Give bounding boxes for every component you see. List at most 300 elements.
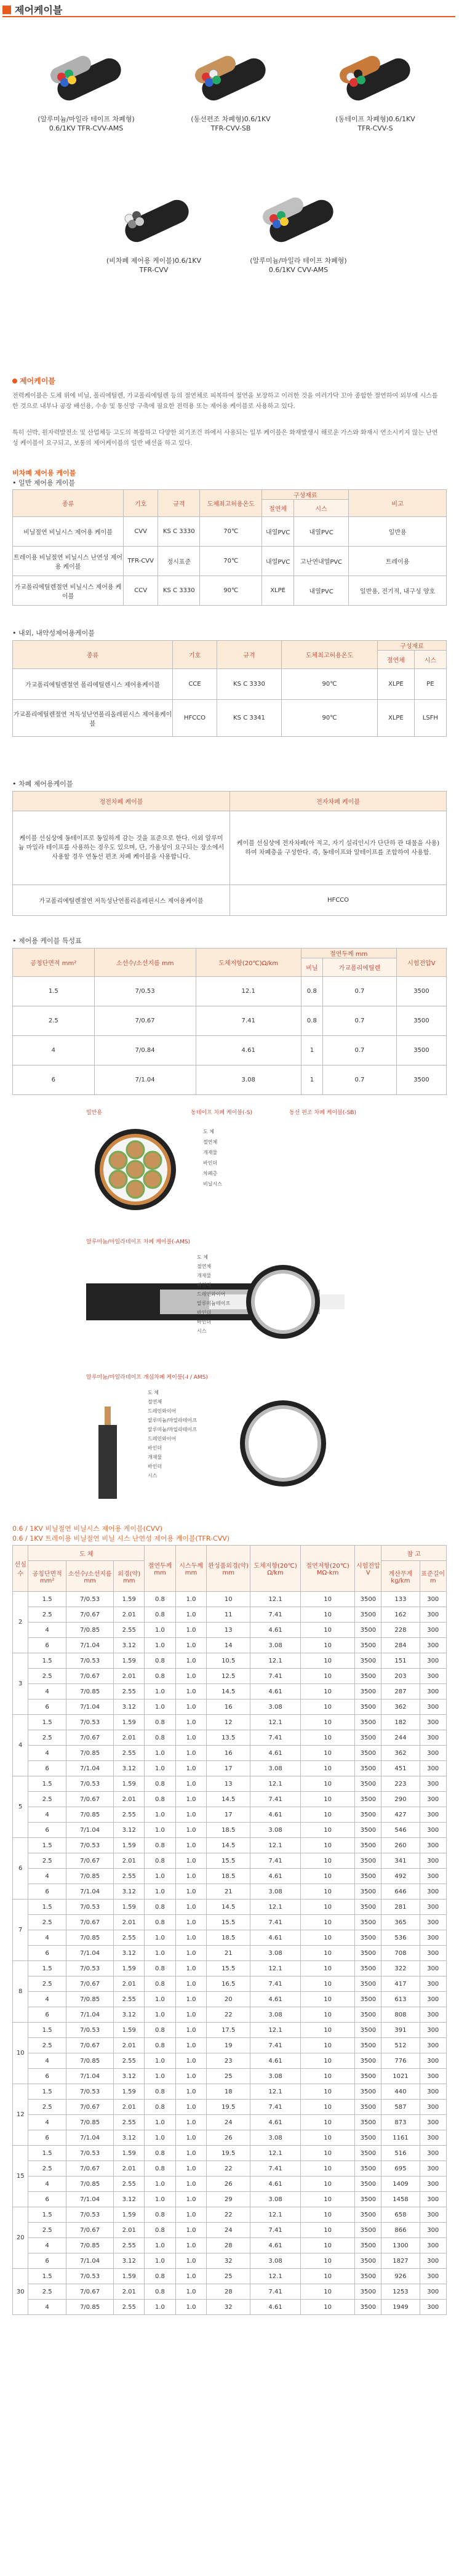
table-cell: 1.0 xyxy=(145,1823,176,1838)
table-row: 가교폴리에틸렌절연 비닐시스 제어용 케이블 CCV KS C 3330 90℃ XLPE 내열PVC 일반용, 전기적, 내구성 양호 xyxy=(13,576,447,606)
table-cell: 695 xyxy=(381,2161,420,2177)
table-cell: 3500 xyxy=(355,1730,381,1746)
table-cell: 16 xyxy=(207,1746,250,1761)
table-cell: 1.0 xyxy=(145,1638,176,1653)
table-cell: 13 xyxy=(207,1623,250,1638)
table-cell: 7/0.67 xyxy=(66,2038,113,2053)
table-cell: 3500 xyxy=(355,1976,381,1992)
cable-card xyxy=(231,172,366,275)
table-cell: 1.0 xyxy=(175,2007,207,2023)
table-row: 트레이용 비닐절연 비닐시스 난연성 제어용 케이블 TFR-CVV 정시표준 70℃ 내열PVC 고난연내열PVC 트레이용 xyxy=(13,547,447,576)
table-cell: 4.61 xyxy=(250,2115,301,2130)
table-cell: 2.5 xyxy=(28,1915,66,1930)
table-cell: 1.5 xyxy=(28,1900,66,1915)
table-cell: 2.55 xyxy=(114,1992,145,2007)
table-cell: 6 xyxy=(28,1946,66,1961)
table-cell: 365 xyxy=(381,1915,420,1930)
table-cell: 7/1.04 xyxy=(66,2130,113,2146)
section-subtitle: • 제어용 케이블 특성표 xyxy=(12,937,82,945)
table-cell: 300 xyxy=(420,2238,447,2253)
table-cell: 1.0 xyxy=(175,2177,207,2192)
table-cell: 1.5 xyxy=(28,1961,66,1976)
table-cell: 776 xyxy=(381,2053,420,2069)
table-cell: 7.41 xyxy=(250,1853,301,1869)
table-cell: 1.59 xyxy=(114,1715,145,1730)
table-cell: 26 xyxy=(207,2177,250,2192)
table-cell: 1.0 xyxy=(175,1592,207,1607)
table-cell: 7.41 xyxy=(250,1607,301,1623)
table-cell: 4.61 xyxy=(250,2238,301,2253)
table-cell: 3.08 xyxy=(250,1946,301,1961)
table-cell: 300 xyxy=(420,1638,447,1653)
table-cell: 300 xyxy=(420,1653,447,1669)
big-table-heading-1: 0.6 / 1KV 비닐절연 비닐시스 제어용 케이블(CVV) xyxy=(12,1525,162,1533)
table-row xyxy=(13,1930,447,1946)
table-cell: 2.55 xyxy=(114,1930,145,1946)
table-cell: 1827 xyxy=(381,2253,420,2269)
table-cell: 7/0.85 xyxy=(66,1992,113,2007)
table-cell: 1.5 xyxy=(28,2207,66,2223)
table-cell: 4.61 xyxy=(250,2300,301,2315)
table-cell: 3500 xyxy=(355,2084,381,2100)
table-cell: 1.0 xyxy=(175,1746,207,1761)
table-cell: 1.0 xyxy=(175,1607,207,1623)
table-cell: 7/0.85 xyxy=(66,2238,113,2253)
table-cell: 1.0 xyxy=(175,2223,207,2238)
table-cell: 19.5 xyxy=(207,2146,250,2161)
table-cell: 613 xyxy=(381,1992,420,2007)
table-cell: 10 xyxy=(301,2084,355,2100)
table-cell: 1.0 xyxy=(175,2130,207,2146)
table-cell: 658 xyxy=(381,2207,420,2223)
table-cell: 22 xyxy=(207,2161,250,2177)
table-cell: 3500 xyxy=(355,1669,381,1684)
table-cell: 1.5 xyxy=(28,2023,66,2038)
table-cell: 926 xyxy=(381,2269,420,2284)
cable-caption-2: TFR-CVV-S xyxy=(357,124,393,132)
table-cell: 1.0 xyxy=(145,1992,176,2007)
core-count-cell: 10 xyxy=(13,2023,28,2084)
table-row xyxy=(13,1669,447,1684)
table-cell: 4 xyxy=(28,2053,66,2069)
table-cell: 4 xyxy=(28,1869,66,1884)
table-row: 가교폴리에틸렌절연 폴리에틸렌시스 제어용케이블 CCE KS C 3330 90℃ XLPE PE xyxy=(13,669,447,700)
table-row xyxy=(13,2115,447,2130)
table-cell: 3500 xyxy=(355,2300,381,2315)
table-cell: 2.55 xyxy=(114,2300,145,2315)
table-cell: 0.8 xyxy=(145,1792,176,1807)
table-cell: 1.0 xyxy=(175,1761,207,1776)
table-cell: 4.61 xyxy=(250,1746,301,1761)
table-cell: 7.41 xyxy=(250,1669,301,1684)
table-cell: 19.5 xyxy=(207,2100,250,2115)
table-cell: 7/0.53 xyxy=(66,1653,113,1669)
table-row: 케이블 선심상에 동테이프로 동일하게 감는 것을 표준으로 한다. 이외 알루미늄 마일라 테이프를 사용하는 경우도 있으며, 단, 가용성이 요구되는 장소에서 사용할 경우 연동선 편조 차폐 케이블을 사용합니다. 케이블 선심상에 전자차폐(아 적고, 자기 설리인시가 단단하 관 대물을 사용)하여 차폐층을 구성한다. 즉, 동테이프와 알테이프를 조합하여 사용함. xyxy=(13,811,447,885)
table-cell: 12.1 xyxy=(250,1900,301,1915)
table-cell: 22 xyxy=(207,2007,250,2023)
table-cell: 10 xyxy=(301,2207,355,2223)
table-cell: 300 xyxy=(420,1699,447,1715)
table-cell: 7/1.04 xyxy=(66,1638,113,1653)
table-cell: 1.59 xyxy=(114,1838,145,1853)
table-row xyxy=(13,2161,447,2177)
table-cell: 3500 xyxy=(355,1653,381,1669)
cable-caption-2: 0.6/1KV TFR-CVV-AMS xyxy=(49,124,124,132)
table-row: 비닐절연 비닐시스 제어용 케이블 CVV KS C 3330 70℃ 내열PVC 내열PVC 일반용 xyxy=(13,517,447,547)
table-row xyxy=(13,1807,447,1823)
table-cell: 28 xyxy=(207,2238,250,2253)
table-row xyxy=(13,1684,447,1699)
table-cell: 1.5 xyxy=(28,1715,66,1730)
table-cell: 10 xyxy=(301,2069,355,2084)
table-cell: 7/0.67 xyxy=(66,1976,113,1992)
table-cell: 0.8 xyxy=(145,1900,176,1915)
table-cell: 7/1.04 xyxy=(66,1946,113,1961)
table-cell: 300 xyxy=(420,2038,447,2053)
table-cell: 10 xyxy=(301,2115,355,2130)
table-cell: 7/0.53 xyxy=(66,2084,113,2100)
core-count-cell: 3 xyxy=(13,1653,28,1715)
table-cell: 300 xyxy=(420,1592,447,1607)
table-cell: 2.5 xyxy=(28,1976,66,1992)
table-cell: 3.08 xyxy=(250,1823,301,1838)
table-cell: 300 xyxy=(420,1946,447,1961)
table-cell: 1.59 xyxy=(114,1961,145,1976)
cable-diagram-1: 일반용 동테이프 차폐 케이블(-S) 동선 편조 차폐 케이블(-SB) 도 체 절연체 개재물 바인더 차폐층 비닐시스 xyxy=(86,1108,381,1225)
table-cell: 873 xyxy=(381,2115,420,2130)
table-cell: 1.0 xyxy=(175,2238,207,2253)
table-cell: 516 xyxy=(381,2146,420,2161)
table-cell: 1.0 xyxy=(145,2069,176,2084)
table-cell: 3500 xyxy=(355,1946,381,1961)
table-cell: 17 xyxy=(207,1761,250,1776)
table-cvv-spec: 선심수 도 체 절연두께 mm 시스두께 mm 완성품외경(약) mm 도체저항(20℃) Ω/km 절연저항(20℃) MΩ-km 시험전압 V 참 고 공칭단면적 mm² 소선수/소선지름 mm 외경(약) mm 계산무게 kg/km 표준길이 m 2 1.5 7/0.53 1.59 0.8 1.0 10 12.1 10 3500 133 300 2.5 7/0.67 2.01 0.8 1.0 11 7.41 10 3500 162 300 4 7/0.85 2.55 1.0 1.0 13 4.61 10 3500 228 300 6 7/1.04 3.12 1.0 1.0 14 3.08 10 3500 284 300 3 1.5 7/0.53 1.59 0.8 1.0 10.5 12.1 10 3500 151 300 2.5 7/0.67 2.01 0.8 1.0 12.5 7.41 10 3500 203 300 4 7/0.85 2.55 1.0 1.0 14.5 4.61 10 3500 287 300 6 7/1.04 3.12 1.0 1.0 16 3.08 10 3500 362 300 4 1.5 7/0.53 1.59 0.8 1.0 12 12.1 10 3500 182 300 2.5 7/0.67 2.01 0.8 1.0 13.5 7.41 10 3500 244 300 4 7/0.85 2.55 1.0 1.0 16 4.61 10 3500 362 300 6 7/1.04 3.12 1.0 1.0 17 3.08 10 3500 451 300 5 1.5 7/0.53 1.59 0.8 1.0 13 12.1 10 3500 223 300 2.5 7/0.67 2.01 0.8 1.0 14.5 7.41 10 3500 290 300 4 7/0.85 2.55 1.0 1.0 17 4.61 10 3500 427 300 6 7/1.04 3.12 1.0 1.0 18.5 3.08 10 3500 546 300 6 1.5 7/0.53 1.59 0.8 1.0 14.5 12.1 10 3500 260 300 2.5 7/0.67 2.01 0.8 1.0 15.5 7.41 10 3500 341 300 4 7/0.85 2.55 1.0 1.0 18.5 4.61 10 3500 492 300 6 7/1.04 3.12 1.0 1.0 21 3.08 10 3500 646 300 7 1.5 7/0.53 1.59 0.8 1.0 14.5 12.1 10 3500 281 300 2.5 7/0.67 2.01 0.8 1.0 15.5 7.41 10 3500 365 300 4 7/0.85 2.55 1.0 1.0 18.5 4.61 10 3500 536 300 6 7/1.04 3.12 1.0 1.0 21 3.08 10 3500 708 300 8 1.5 7/0.53 1.59 0.8 1.0 15.5 12.1 10 3500 322 300 2.5 7/0.67 2.01 0.8 1.0 16.5 7.41 10 3500 417 300 4 7/0.85 2.55 1.0 1.0 20 4.61 10 3500 613 300 6 7/1.04 3.12 1.0 1.0 22 3.08 10 3500 808 300 10 1.5 7/0.53 1.59 0.8 1.0 17.5 12.1 10 3500 391 300 2.5 7/0.67 2.01 0.8 1.0 19 7.41 10 3500 512 300 4 7/0.85 2.55 1.0 1.0 23 4.61 10 3500 776 300 6 7/1.04 3.12 1.0 1.0 25 3.08 10 3500 1021 300 12 1.5 7/0.53 1.59 0.8 1.0 18 12.1 10 3500 440 300 2.5 7/0.67 2.01 0.8 1.0 19.5 7.41 10 3500 587 300 4 7/0.85 2.55 1.0 1.0 24 4.61 10 3500 873 300 6 7/1.04 3.12 1.0 1.0 26 3.08 10 3500 1161 300 15 1.5 7/0.53 1.59 0.8 1.0 19.5 12.1 10 3500 516 300 2.5 7/0.67 2.01 0.8 1.0 22 7.41 10 3500 695 300 4 7/0.85 2.55 1.0 1.0 26 4.61 10 3500 1409 300 6 7/1.04 3.12 1.0 1.0 29 3.08 10 3500 1458 300 20 1.5 7/0.53 1.59 0.8 1.0 22 12.1 10 3500 658 300 2.5 7/0.67 2.01 0.8 1.0 24 7.41 10 3500 866 300 4 7/0.85 2.55 1.0 1.0 28 4.61 10 3500 1300 300 6 7/1.04 3.12 1.0 1.0 32 3.08 10 3500 1827 300 30 1.5 7/0.53 1.59 0.8 1.0 25 12.1 10 3500 926 300 2.5 7/0.67 2.01 0.8 1.0 28 7.41 10 3500 1253 300 4 7/0.85 2.55 1.0 1.0 32 4.61 10 3500 1949 300 xyxy=(12,1545,447,2315)
core-count-cell: 7 xyxy=(13,1900,28,1961)
table-cell: 1409 xyxy=(381,2177,420,2192)
core-count-cell: 30 xyxy=(13,2269,28,2315)
table-cell: 0.8 xyxy=(145,1961,176,1976)
table-cell: 7/1.04 xyxy=(66,2007,113,2023)
table-cell: 10 xyxy=(301,1915,355,1930)
table-row xyxy=(13,2100,447,2115)
table-cell: 3.08 xyxy=(250,1638,301,1653)
table-cell: 0.8 xyxy=(145,1592,176,1607)
table-cell: 1.0 xyxy=(175,2207,207,2223)
table-cell: 2.01 xyxy=(114,2284,145,2300)
table-cell: 1.59 xyxy=(114,2269,145,2284)
table-cell: 1.0 xyxy=(175,1869,207,1884)
table-row xyxy=(13,2130,447,2146)
table-cell: 7/0.53 xyxy=(66,2023,113,2038)
table-cell: 300 xyxy=(420,2300,447,2315)
table-cell: 300 xyxy=(420,2023,447,2038)
table-cell: 20 xyxy=(207,1992,250,2007)
table-cell: 1.0 xyxy=(175,1992,207,2007)
table-cell: 300 xyxy=(420,1976,447,1992)
table-cell: 1.5 xyxy=(28,1776,66,1792)
table-cell: 2.01 xyxy=(114,2100,145,2115)
table-cell: 427 xyxy=(381,1807,420,1823)
table-cell: 1.59 xyxy=(114,1900,145,1915)
table-cell: 10 xyxy=(301,1684,355,1699)
table-cell: 300 xyxy=(420,1669,447,1684)
table-cell: 284 xyxy=(381,1638,420,1653)
table-cell: 546 xyxy=(381,1823,420,1838)
table-cell: 3.12 xyxy=(114,1699,145,1715)
table-row xyxy=(13,1638,447,1653)
core-count-cell: 5 xyxy=(13,1776,28,1838)
table-row xyxy=(13,2269,447,2284)
table-cell: 21 xyxy=(207,1946,250,1961)
table-cell: 4 xyxy=(28,1992,66,2007)
table-cell: 7/0.67 xyxy=(66,2100,113,2115)
table-cell: 7/0.85 xyxy=(66,1623,113,1638)
cable-caption-2: TFR-CVV-SB xyxy=(210,124,251,132)
table-cell: 17.5 xyxy=(207,2023,250,2038)
table-cell: 4.61 xyxy=(250,1992,301,2007)
table-cell: 15.5 xyxy=(207,1961,250,1976)
table-cell: 1.0 xyxy=(145,1623,176,1638)
table-cell: 2.55 xyxy=(114,1746,145,1761)
table-cell: 1.0 xyxy=(145,1930,176,1946)
table-cell: 1.0 xyxy=(175,1684,207,1699)
table-cell: 13.5 xyxy=(207,1730,250,1746)
table-cell: 133 xyxy=(381,1592,420,1607)
table-cell: 300 xyxy=(420,1746,447,1761)
table-cell: 10 xyxy=(301,2253,355,2269)
section-subtitle: • 차폐 제어용케이블 xyxy=(12,780,73,788)
table-cell: 4 xyxy=(28,2177,66,2192)
table-cell: 1.0 xyxy=(175,1930,207,1946)
table-cell: 3.08 xyxy=(250,1761,301,1776)
table-cell: 1.0 xyxy=(145,2053,176,2069)
table-cell: 3.12 xyxy=(114,1823,145,1838)
table-cell: 3.08 xyxy=(250,2069,301,2084)
table-cell: 3.08 xyxy=(250,2192,301,2207)
table-cell: 300 xyxy=(420,2146,447,2161)
table-cell: 3.08 xyxy=(250,1699,301,1715)
table-cell: 1.5 xyxy=(28,1653,66,1669)
table-cell: 7.41 xyxy=(250,2038,301,2053)
table-cell: 1.0 xyxy=(175,2192,207,2207)
table-cell: 2.55 xyxy=(114,2115,145,2130)
table-cell: 7/1.04 xyxy=(66,1823,113,1838)
intro-paragraph-2: 특히 선박, 원자력발전소 및 산업체등 고도의 복잡하고 다양한 외기조건 하에서 사용되는 일부 케이블은 화재발생시 해로운 가스와 화재시 연소시키지 않는 난연성 케이블이 요구되고, 보통의 제어케이블의 일반 배선을 하고 있다. xyxy=(12,430,438,447)
table-cell: 0.8 xyxy=(145,1715,176,1730)
cable-image xyxy=(111,172,197,252)
table-cell: 182 xyxy=(381,1715,420,1730)
table-cell: 2.55 xyxy=(114,2238,145,2253)
table-characteristics: 공칭단면적 mm² 소선수/소선지름 mm 도체저항(20℃)Ω/km 절연두께 mm 시험전압V 비닐 가교폴리에틸렌 1.5 7/0.53 12.1 0.8 0.7 3500 2.5 7/0.67 7.41 0.8 0.7 3500 4 7/0.84 4.61 1 0.7 3500 6 7/1.04 3.08 1 0.7 3500 xyxy=(12,948,447,1095)
table-cell: 6 xyxy=(28,2192,66,2207)
table-cell: 32 xyxy=(207,2300,250,2315)
cable-card xyxy=(18,31,154,133)
table-cell: 10 xyxy=(301,2300,355,2315)
table-cell: 808 xyxy=(381,2007,420,2023)
table-cell: 7/0.85 xyxy=(66,2177,113,2192)
title-mark-icon xyxy=(2,6,11,14)
table-cell: 4.61 xyxy=(250,1807,301,1823)
table-cell: 10 xyxy=(301,2130,355,2146)
table-cell: 6 xyxy=(28,1884,66,1900)
table-cell: 3500 xyxy=(355,2177,381,2192)
table-cell: 322 xyxy=(381,1961,420,1976)
table-row xyxy=(13,2253,447,2269)
table-cell: 3500 xyxy=(355,1776,381,1792)
table-cell: 4 xyxy=(28,2300,66,2315)
table-row xyxy=(13,1623,447,1638)
table-cell: 4 xyxy=(28,1930,66,1946)
table-cell: 300 xyxy=(420,2084,447,2100)
table-cell: 3500 xyxy=(355,1823,381,1838)
table-cell: 300 xyxy=(420,1961,447,1976)
table-cell: 2.55 xyxy=(114,1807,145,1823)
table-cell: 3500 xyxy=(355,2146,381,2161)
table-cell: 6 xyxy=(28,2130,66,2146)
table-cell: 10 xyxy=(301,1623,355,1638)
table-cell: 300 xyxy=(420,1792,447,1807)
table-cell: 32 xyxy=(207,2253,250,2269)
core-count-cell: 6 xyxy=(13,1838,28,1900)
table-cell: 3500 xyxy=(355,2161,381,2177)
table-cell: 12 xyxy=(207,1715,250,1730)
table-cell: 440 xyxy=(381,2084,420,2100)
table-cell: 3.12 xyxy=(114,1946,145,1961)
table-cell: 10 xyxy=(301,1653,355,1669)
table-cell: 10 xyxy=(301,2161,355,2177)
table-cell: 7/0.85 xyxy=(66,1930,113,1946)
table-cell: 1.0 xyxy=(175,1623,207,1638)
table-cell: 11 xyxy=(207,1607,250,1623)
table-cell: 7/0.53 xyxy=(66,1715,113,1730)
table-row xyxy=(13,1607,447,1623)
table-cell: 1.0 xyxy=(175,2300,207,2315)
table-cell: 10 xyxy=(301,1853,355,1869)
table-cell: 13 xyxy=(207,1776,250,1792)
table-cell: 300 xyxy=(420,2069,447,2084)
table-cell: 1.0 xyxy=(145,2192,176,2207)
table-cell: 300 xyxy=(420,1807,447,1823)
table-cell: 10 xyxy=(301,1792,355,1807)
table-row xyxy=(13,1699,447,1715)
table-cell: 1.0 xyxy=(175,1776,207,1792)
table-cell: 3500 xyxy=(355,1623,381,1638)
table-cell: 12.1 xyxy=(250,1776,301,1792)
table-cell: 3.12 xyxy=(114,2192,145,2207)
table-cell: 3.12 xyxy=(114,2130,145,2146)
table-cell: 3500 xyxy=(355,1699,381,1715)
table-cell: 1.5 xyxy=(28,2269,66,2284)
table-cell: 3500 xyxy=(355,1869,381,1884)
table-cell: 1.0 xyxy=(175,2084,207,2100)
table-cell: 3500 xyxy=(355,2284,381,2300)
table-cell: 3.08 xyxy=(250,1884,301,1900)
table-cell: 10 xyxy=(301,1961,355,1976)
table-cell: 300 xyxy=(420,2177,447,2192)
table-cell: 10.5 xyxy=(207,1653,250,1669)
table-cell: 10 xyxy=(301,2223,355,2238)
table-cell: 16.5 xyxy=(207,1976,250,1992)
section-subtitle: • 내외, 내약성제어용케이블 xyxy=(12,629,95,637)
table-cell: 3500 xyxy=(355,1684,381,1699)
table-cell: 300 xyxy=(420,1776,447,1792)
table-cell: 7.41 xyxy=(250,2284,301,2300)
cable-caption-1: (비차폐 제어용 케이블)0.6/1KV xyxy=(106,257,202,265)
table-cell: 3500 xyxy=(355,1638,381,1653)
table-row: 1.5 7/0.53 12.1 0.8 0.7 3500 xyxy=(13,977,447,1006)
table-cell: 536 xyxy=(381,1930,420,1946)
table-cell: 2.01 xyxy=(114,1915,145,1930)
table-cell: 0.8 xyxy=(145,2207,176,2223)
table-cell: 10 xyxy=(301,1869,355,1884)
table-cell: 6 xyxy=(28,1823,66,1838)
table-row xyxy=(13,1653,447,1669)
table-cell: 2.5 xyxy=(28,2284,66,2300)
cable-card xyxy=(308,31,443,133)
table-cell: 300 xyxy=(420,1761,447,1776)
table-cell: 4.61 xyxy=(250,1930,301,1946)
table-cell: 7/0.53 xyxy=(66,2146,113,2161)
table-cell: 1.0 xyxy=(175,2023,207,2038)
table-cell: 10 xyxy=(301,2284,355,2300)
table-cell: 4 xyxy=(28,1746,66,1761)
table-cell: 3500 xyxy=(355,2207,381,2223)
table-cell: 1.0 xyxy=(175,1730,207,1746)
table-row xyxy=(13,2192,447,2207)
table-cell: 3500 xyxy=(355,1961,381,1976)
table-cell: 4 xyxy=(28,1807,66,1823)
cable-caption-1: (동테이프 차폐형)0.6/1KV xyxy=(335,115,415,123)
table-cell: 3.08 xyxy=(250,2007,301,2023)
table-cell: 1.59 xyxy=(114,1653,145,1669)
table-cell: 300 xyxy=(420,1853,447,1869)
table-cell: 4.61 xyxy=(250,1869,301,1884)
table-cell: 7/0.67 xyxy=(66,1915,113,1930)
table-cell: 3.12 xyxy=(114,1761,145,1776)
table-cell: 3500 xyxy=(355,1930,381,1946)
table-cell: 2.5 xyxy=(28,2100,66,2115)
table-cell: 1.59 xyxy=(114,2023,145,2038)
table-cell: 25 xyxy=(207,2069,250,2084)
table-cell: 10 xyxy=(301,1776,355,1792)
table-cell: 12.1 xyxy=(250,2084,301,2100)
table-cell: 10 xyxy=(301,1638,355,1653)
table-cell: 300 xyxy=(420,1838,447,1853)
table-cell: 7.41 xyxy=(250,2161,301,2177)
table-cell: 10 xyxy=(301,1699,355,1715)
table-cell: 300 xyxy=(420,2192,447,2207)
table-cell: 1.0 xyxy=(175,2253,207,2269)
table-cell: 300 xyxy=(420,1869,447,1884)
table-cell: 7/0.85 xyxy=(66,1746,113,1761)
table-cell: 1.0 xyxy=(145,1761,176,1776)
table-cell: 3500 xyxy=(355,1915,381,1930)
table-row xyxy=(13,1961,447,1976)
table-cell: 24 xyxy=(207,2115,250,2130)
table-cell: 7/1.04 xyxy=(66,2253,113,2269)
table-cell: 10 xyxy=(301,1823,355,1838)
table-cell: 22 xyxy=(207,2207,250,2223)
table-cell: 10 xyxy=(301,1669,355,1684)
cable-image xyxy=(332,31,418,111)
table-general: 종류 기호 규격 도체최고허용온도 구성재료 비고 절연체 시스 비닐절연 비닐시스 제어용 케이블 CVV KS C 3330 70℃ 내열PVC 내열PVC 일반용 트레이용 비닐절연 비닐시스 난연성 제어용 케이블 TFR-CVV 정시표준 70℃ 내열PVC 고난연내열PVC 트레이용 가교폴리에틸렌절연 비닐시스 제어용 케이블 CCV KS C 3330 90℃ XLPE 내열PVC 일반용, 전기적, 내구성 양호 xyxy=(12,489,447,606)
table-cell: 1.0 xyxy=(175,2069,207,2084)
table-cell: 0.8 xyxy=(145,2038,176,2053)
table-row xyxy=(13,1915,447,1930)
table-cell: 3500 xyxy=(355,1853,381,1869)
table-cell: 3500 xyxy=(355,2023,381,2038)
table-cell: 10 xyxy=(301,2053,355,2069)
